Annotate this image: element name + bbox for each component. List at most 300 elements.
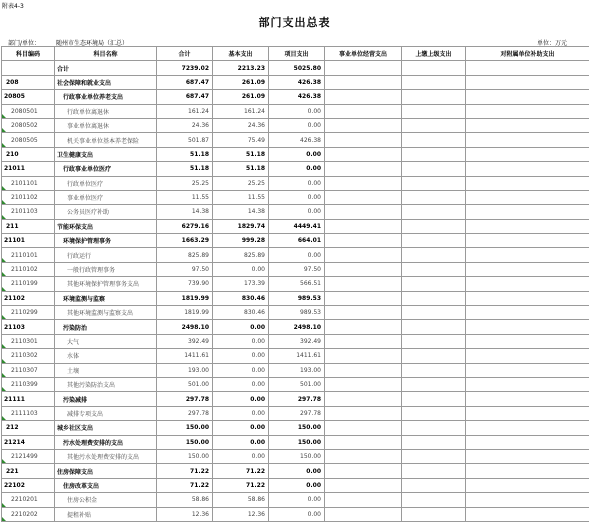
basic-cell: 51.18 [213, 162, 269, 176]
upper-cell [402, 334, 466, 348]
total-cell: 825.89 [157, 248, 213, 262]
name-cell: 住房保障支出 [55, 464, 157, 478]
code-cell [2, 507, 55, 521]
basic-cell: 173.39 [213, 277, 269, 291]
table-row [2, 291, 589, 305]
project-cell: 664.01 [269, 234, 325, 248]
code-text: 2101101 [11, 180, 38, 187]
cell-flag-icon [2, 387, 6, 391]
code-cell [2, 306, 55, 320]
total-cell: 71.22 [157, 478, 213, 492]
project-cell: 426.38 [269, 90, 325, 104]
business-cell [325, 61, 402, 75]
total-cell: 25.25 [157, 176, 213, 190]
subsidy-cell [466, 75, 589, 89]
name-cell: 社会保障和就业支出 [55, 75, 157, 89]
business-cell [325, 493, 402, 507]
cell-flag-icon [2, 128, 6, 132]
table-row [2, 205, 589, 219]
upper-cell [402, 291, 466, 305]
name-cell: 住房公积金 [55, 493, 157, 507]
code-cell: 211 [2, 219, 55, 233]
upper-cell [402, 219, 466, 233]
upper-cell [402, 118, 466, 132]
total-cell: 687.47 [157, 90, 213, 104]
project-cell: 193.00 [269, 363, 325, 377]
name-cell: 环境监测与监察 [55, 291, 157, 305]
total-cell: 58.86 [157, 493, 213, 507]
business-cell [325, 377, 402, 391]
cell-flag-icon [2, 315, 6, 319]
total-cell: 1663.29 [157, 234, 213, 248]
subsidy-cell [466, 449, 589, 463]
name-cell: 其他环境监测与监察支出 [55, 306, 157, 320]
page-title: 部门支出总表 [0, 14, 589, 30]
table-row [2, 277, 589, 291]
total-cell: 687.47 [157, 75, 213, 89]
total-cell: 297.78 [157, 406, 213, 420]
project-cell: 426.38 [269, 133, 325, 147]
basic-cell: 999.28 [213, 234, 269, 248]
table-row [2, 61, 589, 75]
total-cell: 150.00 [157, 421, 213, 435]
total-cell: 14.38 [157, 205, 213, 219]
total-cell: 12.36 [157, 507, 213, 521]
upper-cell [402, 133, 466, 147]
name-cell: 污染减排 [55, 392, 157, 406]
table-row [2, 162, 589, 176]
project-cell: 392.49 [269, 334, 325, 348]
total-cell: 193.00 [157, 363, 213, 377]
project-cell: 0.00 [269, 248, 325, 262]
business-cell [325, 190, 402, 204]
code-cell [2, 262, 55, 276]
project-cell: 0.00 [269, 176, 325, 190]
name-cell: 住房改革支出 [55, 478, 157, 492]
table-row [2, 320, 589, 334]
cell-flag-icon [2, 272, 6, 276]
business-cell [325, 291, 402, 305]
code-cell [2, 277, 55, 291]
project-cell: 0.00 [269, 104, 325, 118]
project-cell: 426.38 [269, 75, 325, 89]
code-cell: 210 [2, 147, 55, 161]
col-header-business: 事业单位经营支出 [325, 47, 402, 61]
business-cell [325, 176, 402, 190]
name-cell: 水体 [55, 349, 157, 363]
project-cell: 0.00 [269, 493, 325, 507]
table-row [2, 306, 589, 320]
name-cell: 行政单位离退休 [55, 104, 157, 118]
upper-cell [402, 435, 466, 449]
subsidy-cell [466, 162, 589, 176]
code-cell [2, 363, 55, 377]
project-cell: 501.00 [269, 377, 325, 391]
upper-cell [402, 190, 466, 204]
header-row [2, 47, 589, 61]
business-cell [325, 118, 402, 132]
cell-flag-icon [2, 416, 6, 420]
name-cell: 事业单位医疗 [55, 190, 157, 204]
total-cell: 51.18 [157, 162, 213, 176]
business-cell [325, 363, 402, 377]
total-cell: 1411.61 [157, 349, 213, 363]
table-row [2, 262, 589, 276]
subsidy-cell [466, 234, 589, 248]
name-cell: 环境保护管理事务 [55, 234, 157, 248]
subsidy-cell [466, 507, 589, 521]
subsidy-cell [466, 277, 589, 291]
business-cell [325, 219, 402, 233]
total-cell: 51.18 [157, 147, 213, 161]
upper-cell [402, 507, 466, 521]
code-text: 2110101 [11, 252, 38, 259]
project-cell: 0.00 [269, 118, 325, 132]
total-cell: 97.50 [157, 262, 213, 276]
basic-cell: 75.49 [213, 133, 269, 147]
subsidy-cell [466, 320, 589, 334]
code-text: 2210201 [11, 496, 38, 503]
subsidy-cell [466, 392, 589, 406]
project-cell: 989.53 [269, 291, 325, 305]
code-text: 2110102 [11, 266, 38, 273]
basic-cell: 0.00 [213, 377, 269, 391]
code-text: 2110301 [11, 338, 38, 345]
basic-cell: 14.38 [213, 205, 269, 219]
basic-cell: 261.09 [213, 75, 269, 89]
basic-cell: 0.00 [213, 349, 269, 363]
basic-cell: 830.46 [213, 306, 269, 320]
basic-cell: 24.36 [213, 118, 269, 132]
code-cell [2, 406, 55, 420]
total-cell: 1819.99 [157, 291, 213, 305]
name-cell: 公务员医疗补助 [55, 205, 157, 219]
upper-cell [402, 306, 466, 320]
code-cell [2, 61, 55, 75]
sheet-tag: 附表4-3 [2, 1, 24, 10]
upper-cell [402, 493, 466, 507]
name-cell: 机关事业单位基本养老保险 [55, 133, 157, 147]
upper-cell [402, 363, 466, 377]
business-cell [325, 306, 402, 320]
business-cell [325, 277, 402, 291]
upper-cell [402, 147, 466, 161]
business-cell [325, 320, 402, 334]
table-row [2, 363, 589, 377]
cell-flag-icon [2, 517, 6, 521]
total-cell: 150.00 [157, 435, 213, 449]
name-cell: 土壤 [55, 363, 157, 377]
total-cell: 11.55 [157, 190, 213, 204]
subsidy-cell [466, 406, 589, 420]
code-cell: 221 [2, 464, 55, 478]
table-row [2, 493, 589, 507]
project-cell: 2498.10 [269, 320, 325, 334]
code-cell [2, 334, 55, 348]
cell-flag-icon [2, 114, 6, 118]
business-cell [325, 147, 402, 161]
code-text: 2121499 [11, 453, 38, 460]
col-header-total: 合计 [157, 47, 213, 61]
table-row [2, 133, 589, 147]
total-cell: 161.24 [157, 104, 213, 118]
col-header-basic: 基本支出 [213, 47, 269, 61]
basic-cell: 58.86 [213, 493, 269, 507]
project-cell: 5025.80 [269, 61, 325, 75]
business-cell [325, 248, 402, 262]
table-row [2, 176, 589, 190]
code-text: 2110299 [11, 309, 38, 316]
name-cell: 行政事业单位医疗 [55, 162, 157, 176]
code-text: 2111103 [11, 410, 38, 417]
subsidy-cell [466, 90, 589, 104]
basic-cell: 0.00 [213, 435, 269, 449]
basic-cell: 51.18 [213, 147, 269, 161]
col-header-project: 项目支出 [269, 47, 325, 61]
subsidy-cell [466, 219, 589, 233]
cell-flag-icon [2, 200, 6, 204]
col-header-name: 科目名称 [55, 47, 157, 61]
basic-cell: 71.22 [213, 478, 269, 492]
upper-cell [402, 421, 466, 435]
code-text: 2110307 [11, 367, 38, 374]
code-cell [2, 248, 55, 262]
upper-cell [402, 248, 466, 262]
code-text: 2080501 [11, 108, 38, 115]
table-row [2, 435, 589, 449]
code-cell: 21101 [2, 234, 55, 248]
name-cell: 节能环保支出 [55, 219, 157, 233]
table-row [2, 449, 589, 463]
name-cell: 合计 [55, 61, 157, 75]
cell-flag-icon [2, 258, 6, 262]
table-row [2, 234, 589, 248]
upper-cell [402, 377, 466, 391]
total-cell: 501.00 [157, 377, 213, 391]
upper-cell [402, 392, 466, 406]
code-cell [2, 176, 55, 190]
table-row [2, 334, 589, 348]
table-row [2, 377, 589, 391]
col-header-code: 科目编码 [2, 47, 55, 61]
basic-cell: 0.00 [213, 363, 269, 377]
table-row [2, 478, 589, 492]
basic-cell: 825.89 [213, 248, 269, 262]
code-cell [2, 449, 55, 463]
basic-cell: 12.36 [213, 507, 269, 521]
basic-cell: 11.55 [213, 190, 269, 204]
code-cell [2, 377, 55, 391]
basic-cell: 0.00 [213, 262, 269, 276]
total-cell: 24.36 [157, 118, 213, 132]
table-row [2, 190, 589, 204]
business-cell [325, 334, 402, 348]
table-row [2, 406, 589, 420]
code-text: 2080505 [11, 137, 38, 144]
code-cell [2, 349, 55, 363]
total-cell: 2498.10 [157, 320, 213, 334]
name-cell: 行政事业单位养老支出 [55, 90, 157, 104]
project-cell: 150.00 [269, 435, 325, 449]
upper-cell [402, 234, 466, 248]
subsidy-cell [466, 464, 589, 478]
business-cell [325, 421, 402, 435]
business-cell [325, 104, 402, 118]
upper-cell [402, 464, 466, 478]
basic-cell: 0.00 [213, 406, 269, 420]
name-cell: 其他污水处理费安排的支出 [55, 449, 157, 463]
name-cell: 大气 [55, 334, 157, 348]
business-cell [325, 392, 402, 406]
basic-cell: 0.00 [213, 449, 269, 463]
upper-cell [402, 349, 466, 363]
business-cell [325, 435, 402, 449]
unit-label: 部门/单位： [8, 40, 40, 47]
business-cell [325, 464, 402, 478]
code-text: 2210202 [11, 511, 38, 518]
upper-cell [402, 104, 466, 118]
basic-cell: 1829.74 [213, 219, 269, 233]
code-cell [2, 118, 55, 132]
subsidy-cell [466, 421, 589, 435]
project-cell: 0.00 [269, 478, 325, 492]
project-cell: 97.50 [269, 262, 325, 276]
code-cell [2, 190, 55, 204]
table-row [2, 90, 589, 104]
upper-cell [402, 61, 466, 75]
total-cell: 392.49 [157, 334, 213, 348]
name-cell: 减排专项支出 [55, 406, 157, 420]
subsidy-cell [466, 435, 589, 449]
business-cell [325, 449, 402, 463]
project-cell: 0.00 [269, 464, 325, 478]
upper-cell [402, 90, 466, 104]
upper-cell [402, 406, 466, 420]
code-text: 2080502 [11, 122, 38, 129]
basic-cell: 830.46 [213, 291, 269, 305]
upper-cell [402, 320, 466, 334]
project-cell: 0.00 [269, 162, 325, 176]
subsidy-cell [466, 493, 589, 507]
project-cell: 566.51 [269, 277, 325, 291]
table-row [2, 75, 589, 89]
business-cell [325, 133, 402, 147]
subsidy-cell [466, 147, 589, 161]
code-text: 2101103 [11, 208, 38, 215]
business-cell [325, 90, 402, 104]
expenditure-table [1, 46, 589, 522]
subsidy-cell [466, 349, 589, 363]
table-row [2, 147, 589, 161]
table-row [2, 507, 589, 521]
col-header-upper: 上缴上级支出 [402, 47, 466, 61]
business-cell [325, 507, 402, 521]
table-row [2, 349, 589, 363]
project-cell: 150.00 [269, 421, 325, 435]
code-cell: 21102 [2, 291, 55, 305]
table-row [2, 118, 589, 132]
col-header-subsidy: 对附属单位补助支出 [466, 47, 589, 61]
upper-cell [402, 176, 466, 190]
total-cell: 7239.02 [157, 61, 213, 75]
code-cell [2, 205, 55, 219]
subsidy-cell [466, 262, 589, 276]
project-cell: 4449.41 [269, 219, 325, 233]
subsidy-cell [466, 176, 589, 190]
total-cell: 739.90 [157, 277, 213, 291]
total-cell: 150.00 [157, 449, 213, 463]
basic-cell: 0.00 [213, 334, 269, 348]
cell-flag-icon [2, 186, 6, 190]
subsidy-cell [466, 334, 589, 348]
table-row [2, 248, 589, 262]
name-cell: 提租补贴 [55, 507, 157, 521]
subsidy-cell [466, 61, 589, 75]
basic-cell: 0.00 [213, 320, 269, 334]
code-cell: 20805 [2, 90, 55, 104]
unit-value: 随州市生态环境局（汇总） [56, 40, 128, 47]
code-cell: 212 [2, 421, 55, 435]
cell-flag-icon [2, 143, 6, 147]
project-cell: 0.00 [269, 147, 325, 161]
business-cell [325, 262, 402, 276]
subsidy-cell [466, 133, 589, 147]
upper-cell [402, 205, 466, 219]
subsidy-cell [466, 363, 589, 377]
basic-cell: 71.22 [213, 464, 269, 478]
code-cell: 21214 [2, 435, 55, 449]
cell-flag-icon [2, 373, 6, 377]
name-cell: 污染防治 [55, 320, 157, 334]
cell-flag-icon [2, 344, 6, 348]
code-cell: 22102 [2, 478, 55, 492]
code-cell [2, 133, 55, 147]
total-cell: 297.78 [157, 392, 213, 406]
subsidy-cell [466, 291, 589, 305]
basic-cell: 261.09 [213, 90, 269, 104]
upper-cell [402, 478, 466, 492]
currency-label: 单位：万元 [537, 38, 567, 47]
upper-cell [402, 277, 466, 291]
business-cell [325, 349, 402, 363]
cell-flag-icon [2, 287, 6, 291]
subsidy-cell [466, 478, 589, 492]
code-text: 2110199 [11, 280, 38, 287]
subsidy-cell [466, 306, 589, 320]
name-cell: 城乡社区支出 [55, 421, 157, 435]
code-cell: 21103 [2, 320, 55, 334]
name-cell: 其他环境保护管理事务支出 [55, 277, 157, 291]
subsidy-cell [466, 248, 589, 262]
upper-cell [402, 262, 466, 276]
basic-cell: 0.00 [213, 421, 269, 435]
table-row [2, 219, 589, 233]
subsidy-cell [466, 205, 589, 219]
business-cell [325, 478, 402, 492]
project-cell: 150.00 [269, 449, 325, 463]
business-cell [325, 162, 402, 176]
business-cell [325, 75, 402, 89]
table-row [2, 464, 589, 478]
business-cell [325, 205, 402, 219]
code-cell: 208 [2, 75, 55, 89]
name-cell: 污水处理费安排的支出 [55, 435, 157, 449]
upper-cell [402, 162, 466, 176]
project-cell: 0.00 [269, 205, 325, 219]
table-row [2, 421, 589, 435]
project-cell: 297.78 [269, 392, 325, 406]
project-cell: 297.78 [269, 406, 325, 420]
